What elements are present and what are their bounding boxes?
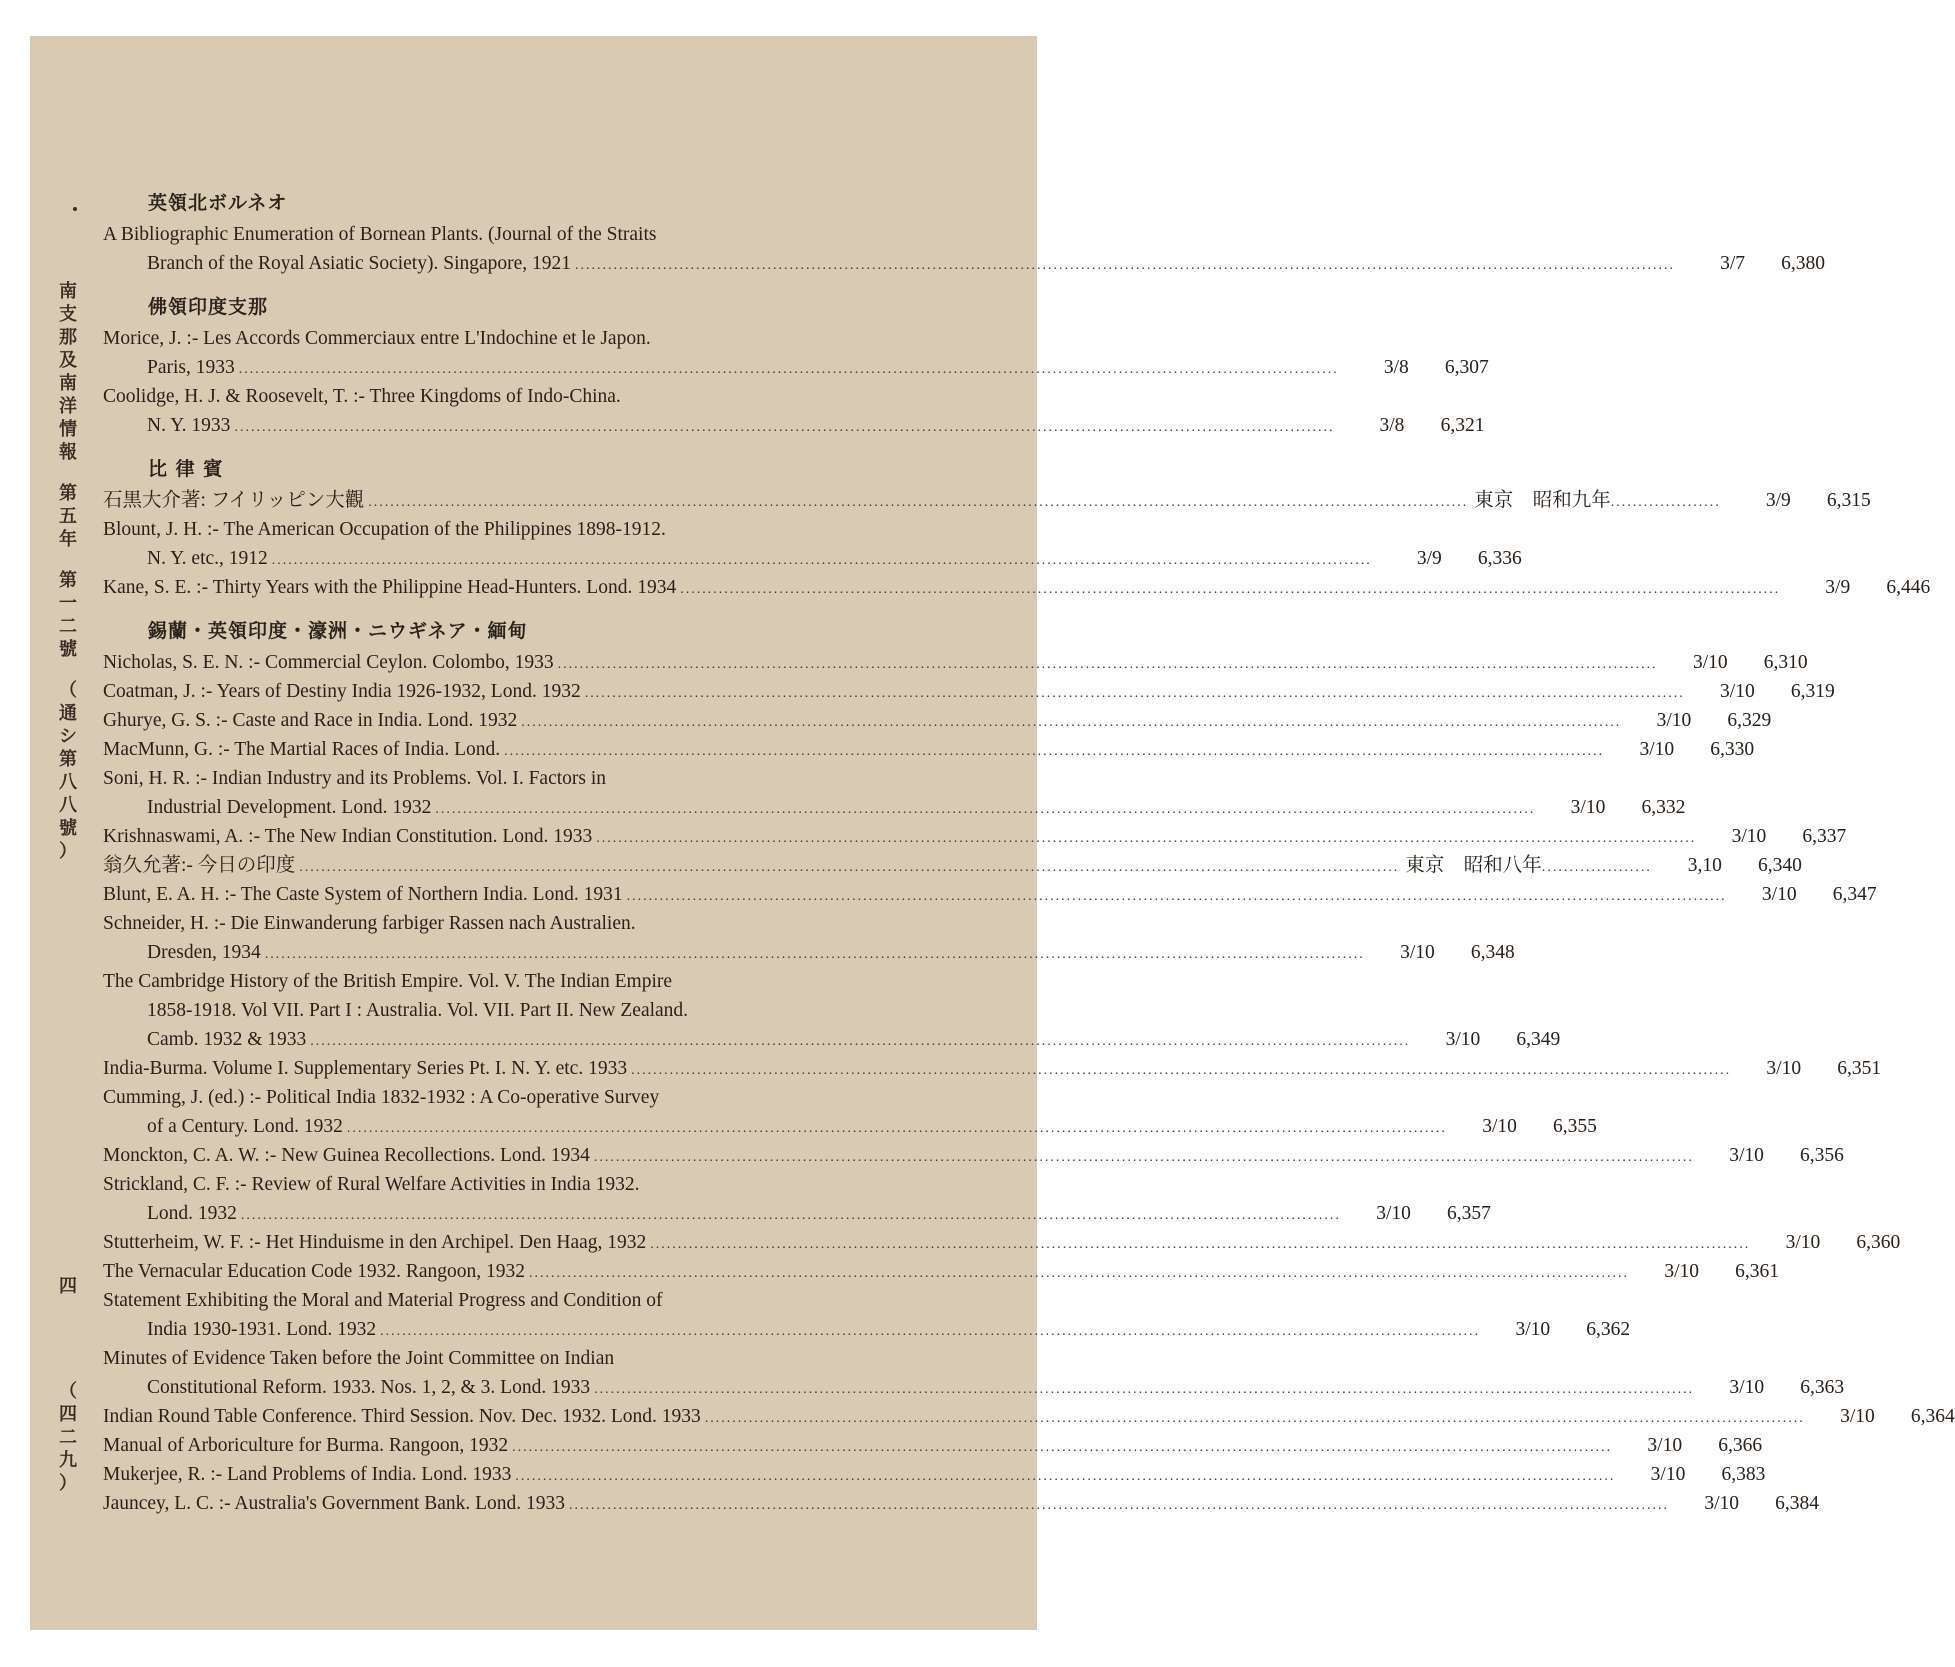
section-gap bbox=[103, 440, 1003, 454]
entry-text: Stutterheim, W. F. :- Het Hinduisme in den Archipel. Den Haag, 1932 bbox=[103, 1232, 647, 1253]
entry-code: 3/10 bbox=[1515, 1319, 1551, 1340]
entry-text: Dresden, 1934 bbox=[147, 942, 261, 963]
leader-dots: ........................................................................................................................................................................................................ bbox=[310, 1034, 1411, 1049]
entry-number: 6,355 bbox=[1553, 1116, 1597, 1137]
entry-number: 6,330 bbox=[1710, 739, 1755, 760]
entry-number: 6,351 bbox=[1837, 1058, 1882, 1079]
entry-code: 3/10 bbox=[1445, 1029, 1481, 1050]
volume-year: 第 五 年 bbox=[59, 483, 77, 550]
entry-code: 3/10 bbox=[1570, 797, 1606, 818]
leader-dots: ........................................................................................................................................................................................................ bbox=[704, 1411, 1805, 1426]
leader-dots: ........................................................................................................................................................................................................ bbox=[264, 947, 1365, 962]
entry-text: India 1930-1931. Lond. 1932 bbox=[147, 1319, 377, 1340]
entry-line bbox=[103, 1402, 1955, 1431]
entry-code: 3/10 bbox=[1400, 942, 1435, 963]
leader-dots: ........................................................................................................................................................................................................ bbox=[368, 495, 1469, 510]
entry-code: 3/7 bbox=[1720, 253, 1746, 274]
entry-text: N. Y. 1933 bbox=[147, 415, 231, 436]
journal-title: 南 支 那 及 南 洋 情 報 bbox=[59, 281, 77, 463]
bibliography-list bbox=[103, 188, 1955, 1518]
issue-number: 第 一 二 號 bbox=[59, 570, 77, 660]
entry-number: 6,380 bbox=[1781, 253, 1826, 274]
leader-dots: ........................................................................................................................................................................................................ bbox=[504, 744, 1605, 759]
entry-line bbox=[103, 1489, 1820, 1518]
entry-line bbox=[103, 1286, 1003, 1315]
entry-publisher: 東京 昭和九年 bbox=[1474, 490, 1611, 511]
entry-text: MacMunn, G. :- The Martial Races of India. Lond. bbox=[103, 739, 501, 760]
entry-line bbox=[103, 411, 1485, 440]
entry-text: Lond. 1932 bbox=[147, 1203, 237, 1224]
entry-line bbox=[103, 822, 1847, 851]
margin-dot bbox=[73, 207, 77, 211]
entry-number: 6,319 bbox=[1790, 681, 1835, 702]
entry-number: 6,307 bbox=[1444, 357, 1489, 378]
entry-text: Mukerjee, R. :- Land Problems of India. Lond. 1933 bbox=[103, 1464, 512, 1485]
entry-line bbox=[103, 967, 1003, 996]
entry-text: The Cambridge History of the British Empire. Vol. V. The Indian Empire bbox=[103, 971, 673, 992]
entry-line bbox=[103, 249, 1826, 278]
entry-text: Paris, 1933 bbox=[147, 357, 235, 378]
entry-line bbox=[103, 1344, 1003, 1373]
entry-number: 6,362 bbox=[1586, 1319, 1631, 1340]
entry-line bbox=[103, 648, 1808, 677]
entry-line bbox=[103, 1141, 1844, 1170]
side-margin bbox=[56, 280, 80, 1494]
leader-dots: ........................................................................................................................................................................................................ bbox=[271, 553, 1372, 568]
section-heading: 佛領印度支那 bbox=[148, 296, 269, 318]
entry-number: 6,446 bbox=[1886, 577, 1931, 598]
total-issue: （ 通 シ 第 八 八 號 ） bbox=[59, 680, 77, 862]
entry-text: Coolidge, H. J. & Roosevelt, T. :- Three Kingdoms of Indo-China. bbox=[103, 386, 621, 407]
entry-code: 3/10 bbox=[1664, 1261, 1700, 1282]
entry-line bbox=[103, 1199, 1491, 1228]
entry-code: 3/10 bbox=[1785, 1232, 1821, 1253]
entry-text: Monckton, C. A. W. :- New Guinea Recollections. Lond. 1934 bbox=[103, 1145, 590, 1166]
entry-code: 3/10 bbox=[1766, 1058, 1802, 1079]
entry-line bbox=[103, 324, 1003, 353]
entry-number: 6,363 bbox=[1800, 1377, 1845, 1398]
entry-number: 6,384 bbox=[1775, 1493, 1820, 1514]
entry-line bbox=[103, 486, 1871, 515]
entry-line bbox=[103, 996, 1003, 1025]
leader-dots: ........................................................................................................................................................................................................ bbox=[631, 1063, 1732, 1078]
entry-code: 3/9 bbox=[1765, 490, 1791, 511]
leader-dots: ........................................................................................................................................................................................................ bbox=[584, 686, 1685, 701]
entry-code: 3/10 bbox=[1704, 1493, 1740, 1514]
entry-publisher: 東京 昭和八年 bbox=[1405, 855, 1542, 876]
entry-text: Strickland, C. F. :- Review of Rural Welfare Activities in India 1932. bbox=[103, 1174, 640, 1195]
entry-line bbox=[103, 1460, 1766, 1489]
entry-code: 3/10 bbox=[1761, 884, 1797, 905]
entry-number: 6,348 bbox=[1470, 942, 1515, 963]
entry-line bbox=[103, 382, 1003, 411]
entry-code: 3/9 bbox=[1416, 548, 1442, 569]
entry-number: 6,366 bbox=[1718, 1435, 1763, 1456]
leader-dots: ........................................................................................................................................................................................................ bbox=[512, 1440, 1613, 1455]
leader-dots: ........................................................................................................................................................................................................ bbox=[435, 802, 1536, 817]
entry-line bbox=[103, 706, 1772, 735]
entry-line bbox=[103, 1054, 1882, 1083]
entry-number: 6,356 bbox=[1800, 1145, 1844, 1166]
entry-line bbox=[103, 1315, 1631, 1344]
leader-dots: .................... bbox=[1610, 495, 1721, 510]
entry-text: Kane, S. E. :- Thirty Years with the Philippine Head-Hunters. Lond. 1934 bbox=[103, 577, 677, 598]
entry-number: 6,357 bbox=[1447, 1203, 1491, 1224]
entry-line bbox=[103, 1170, 1003, 1199]
entry-line bbox=[103, 1025, 1561, 1054]
entry-number: 6,315 bbox=[1826, 490, 1871, 511]
entry-text: 1858-1918. Vol VII. Part I : Australia. Vol. VII. Part II. New Zealand. bbox=[147, 1000, 689, 1021]
page-number-total: （ 四 二 九 ） bbox=[59, 1381, 77, 1494]
entry-text: Krishnaswami, A. :- The New Indian Constitution. Lond. 1933 bbox=[103, 826, 593, 847]
entry-line bbox=[103, 1373, 1845, 1402]
entry-text: Statement Exhibiting the Moral and Material Progress and Condition of bbox=[103, 1290, 663, 1311]
entry-text: A Bibliographic Enumeration of Bornean Plants. (Journal of the Straits bbox=[103, 224, 657, 245]
entry-line bbox=[103, 1228, 1901, 1257]
entry-code: 3/10 bbox=[1376, 1203, 1411, 1224]
entry-number: 6,336 bbox=[1477, 548, 1522, 569]
leader-dots: ........................................................................................................................................................................................................ bbox=[240, 1208, 1341, 1223]
entry-text: Constitutional Reform. 1933. Nos. 1, 2, & 3. Lond. 1933 bbox=[147, 1377, 591, 1398]
leader-dots: .................... bbox=[1541, 860, 1652, 875]
entry-line bbox=[103, 1083, 1003, 1112]
entry-code: 3/10 bbox=[1840, 1406, 1875, 1427]
leader-dots: ........................................................................................................................................................................................................ bbox=[346, 1121, 1447, 1136]
entry-line bbox=[103, 880, 1877, 909]
entry-line bbox=[103, 851, 1802, 880]
entry-code: 3/10 bbox=[1639, 739, 1675, 760]
section-heading: 比 律 賓 bbox=[148, 458, 224, 480]
entry-line bbox=[103, 793, 1686, 822]
entry-text: N. Y. etc., 1912 bbox=[147, 548, 268, 569]
entry-code: 3/10 bbox=[1731, 826, 1767, 847]
entry-line bbox=[103, 353, 1489, 382]
entry-number: 6,337 bbox=[1802, 826, 1847, 847]
leader-dots: ........................................................................................................................................................................................................ bbox=[569, 1498, 1670, 1513]
entry-text: Blount, J. H. :- The American Occupation of the Philippines 1898-1912. bbox=[103, 519, 666, 540]
leader-dots: ........................................................................................................................................................................................................ bbox=[557, 657, 1658, 672]
entry-number: 6,347 bbox=[1832, 884, 1877, 905]
entry-code: 3/8 bbox=[1379, 415, 1405, 436]
leader-dots: ........................................................................................................................................................................................................ bbox=[380, 1324, 1481, 1339]
entry-line bbox=[103, 677, 1835, 706]
leader-dots: ........................................................................................................................................................................................................ bbox=[521, 715, 1622, 730]
entry-text: Manual of Arboriculture for Burma. Rangoon, 1932 bbox=[103, 1435, 509, 1456]
entry-text: Branch of the Royal Asiatic Society). Singapore, 1921 bbox=[147, 253, 572, 274]
leader-dots: ........................................................................................................................................................................................................ bbox=[238, 362, 1339, 377]
entry-text: Soni, H. R. :- Indian Industry and its Problems. Vol. I. Factors in bbox=[103, 768, 607, 789]
section-gap bbox=[103, 602, 1003, 616]
leader-dots: ........................................................................................................................................................................................................ bbox=[515, 1469, 1616, 1484]
leader-dots: ........................................................................................................................................................................................................ bbox=[650, 1237, 1751, 1252]
entry-text: 石黒大介著: フイリッピン大觀 bbox=[103, 490, 365, 511]
entry-number: 6,329 bbox=[1727, 710, 1772, 731]
entry-text: Coatman, J. :- Years of Destiny India 1926-1932, Lond. 1932 bbox=[103, 681, 581, 702]
leader-dots: ........................................................................................................................................................................................................ bbox=[626, 889, 1727, 904]
entry-line bbox=[103, 1257, 1780, 1286]
entry-text: Blunt, E. A. H. :- The Caste System of Northern India. Lond. 1931 bbox=[103, 884, 623, 905]
leader-dots: ........................................................................................................................................................................................................ bbox=[575, 258, 1676, 273]
page-number-kanji: 四 bbox=[59, 1276, 77, 1297]
entry-line bbox=[103, 1431, 1763, 1460]
entry-text: The Vernacular Education Code 1932. Rangoon, 1932 bbox=[103, 1261, 526, 1282]
entry-number: 6,332 bbox=[1641, 797, 1686, 818]
entry-text: Cumming, J. (ed.) :- Political India 1832-1932 : A Co-operative Survey bbox=[103, 1087, 660, 1108]
entry-number: 6,361 bbox=[1735, 1261, 1780, 1282]
entry-code: 3/10 bbox=[1729, 1377, 1765, 1398]
leader-dots: ........................................................................................................................................................................................................ bbox=[529, 1266, 1630, 1281]
entry-line bbox=[103, 735, 1755, 764]
entry-text: of a Century. Lond. 1932 bbox=[147, 1116, 343, 1137]
entry-code: 3/9 bbox=[1825, 577, 1851, 598]
entry-code: 3/8 bbox=[1383, 357, 1409, 378]
entry-line bbox=[103, 220, 1003, 249]
entry-text: Jauncey, L. C. :- Australia's Government Bank. Lond. 1933 bbox=[103, 1493, 566, 1514]
entry-code: 3/10 bbox=[1647, 1435, 1683, 1456]
leader-dots: ........................................................................................................................................................................................................ bbox=[596, 831, 1697, 846]
entry-text: Ghurye, G. S. :- Caste and Race in India. Lond. 1932 bbox=[103, 710, 518, 731]
entry-number: 6,310 bbox=[1763, 652, 1808, 673]
entry-number: 6,340 bbox=[1757, 855, 1802, 876]
leader-dots: ........................................................................................................................................................................................................ bbox=[299, 860, 1400, 875]
entry-code: 3,10 bbox=[1687, 855, 1722, 876]
entry-line bbox=[103, 573, 1931, 602]
section-heading: 英領北ボルネオ bbox=[148, 192, 288, 214]
entry-code: 3/10 bbox=[1692, 652, 1728, 673]
entry-text: India-Burma. Volume I. Supplementary Series Pt. I. N. Y. etc. 1933 bbox=[103, 1058, 628, 1079]
entry-line bbox=[103, 515, 1003, 544]
leader-dots: ........................................................................................................................................................................................................ bbox=[680, 582, 1781, 597]
entry-text: Indian Round Table Conference. Third Session. Nov. Dec. 1932. Lond. 1933 bbox=[103, 1406, 701, 1427]
entry-line bbox=[103, 909, 1003, 938]
entry-text: 翁久允著:- 今日の印度 bbox=[103, 855, 296, 876]
entry-code: 3/10 bbox=[1482, 1116, 1517, 1137]
entry-line bbox=[103, 544, 1522, 573]
entry-line bbox=[103, 764, 1003, 793]
section-heading: 錫蘭・英領印度・濠洲・ニウギネア・緬甸 bbox=[148, 620, 528, 642]
leader-dots: ........................................................................................................................................................................................................ bbox=[594, 1382, 1695, 1397]
entry-code: 3/10 bbox=[1729, 1145, 1764, 1166]
entry-text: Schneider, H. :- Die Einwanderung farbiger Rassen nach Australien. bbox=[103, 913, 636, 934]
entry-code: 3/10 bbox=[1656, 710, 1692, 731]
entry-code: 3/10 bbox=[1650, 1464, 1686, 1485]
entry-text: Morice, J. :- Les Accords Commerciaux entre L'Indochine et le Japon. bbox=[103, 328, 651, 349]
entry-number: 6,349 bbox=[1516, 1029, 1561, 1050]
entry-number: 6,360 bbox=[1856, 1232, 1901, 1253]
entry-line bbox=[103, 938, 1515, 967]
entry-number: 6,364 bbox=[1910, 1406, 1955, 1427]
leader-dots: ........................................................................................................................................................................................................ bbox=[234, 420, 1335, 435]
entry-number: 6,321 bbox=[1440, 415, 1485, 436]
leader-dots: ........................................................................................................................................................................................................ bbox=[593, 1150, 1694, 1165]
section-gap bbox=[103, 278, 1003, 292]
entry-text: Nicholas, S. E. N. :- Commercial Ceylon. Colombo, 1933 bbox=[103, 652, 554, 673]
entry-text: Minutes of Evidence Taken before the Joint Committee on Indian bbox=[103, 1348, 615, 1369]
entry-line bbox=[103, 1112, 1597, 1141]
entry-text: Industrial Development. Lond. 1932 bbox=[147, 797, 432, 818]
entry-number: 6,383 bbox=[1721, 1464, 1766, 1485]
entry-text: Camb. 1932 & 1933 bbox=[147, 1029, 307, 1050]
entry-code: 3/10 bbox=[1720, 681, 1755, 702]
